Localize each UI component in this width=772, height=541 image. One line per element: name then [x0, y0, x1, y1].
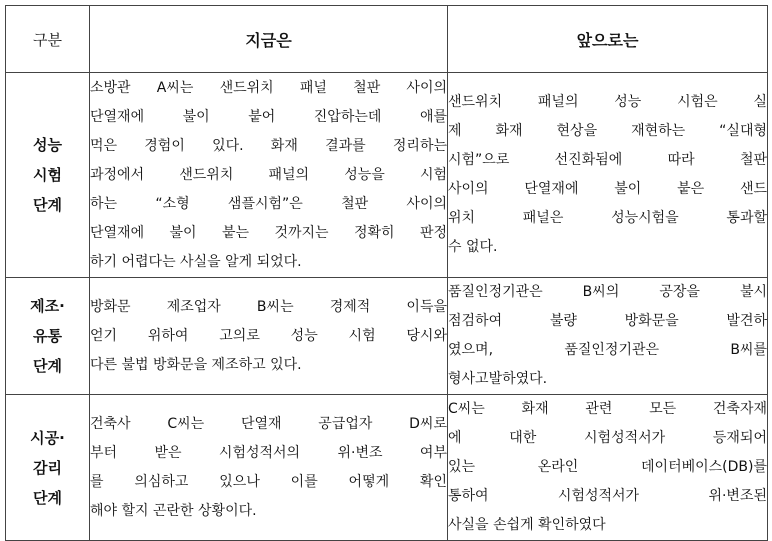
table-row — [6, 395, 768, 541]
text-line: 품질인정기관은 B씨의 공장을 불시 — [448, 284, 767, 300]
text-line: 단열재에 불이 붙는 것까지는 정확히 판정 — [90, 224, 447, 241]
now-cell — [90, 73, 448, 278]
text-line: 하기 어렵다는 사실을 알게 되었다. — [90, 253, 302, 270]
text-line: 였으며, 품질인정기관은 B씨를 — [448, 342, 767, 358]
text-line: 해야 할지 곤란한 상황이다. — [90, 502, 257, 519]
text-line: 위치 패널은 성능시험을 통과할 — [448, 210, 767, 226]
text-line: 통하여 시험성적서가 위·변조된 — [448, 488, 767, 504]
category-line: 시공· — [30, 428, 65, 447]
header-now: 지금은 — [90, 6, 448, 73]
future-cell — [448, 278, 768, 395]
text-line: 있는 온라인 데이터베이스(DB)를 — [448, 459, 767, 475]
row-category — [6, 278, 90, 395]
text-line: 샌드위치 패널의 성능 시험은 실 — [448, 94, 767, 110]
text-line: 형사고발하였다. — [448, 371, 548, 387]
row-category — [6, 395, 90, 541]
table-row — [6, 278, 768, 395]
header-future: 앞으로는 — [448, 6, 768, 73]
text-line: 단열재에 불이 붙어 진압하는데 애를 — [90, 108, 447, 125]
text-line: C씨는 화재 관련 모든 건축자재 — [448, 401, 767, 417]
text-line: 과정에서 샌드위치 패널의 성능을 시험 — [90, 166, 447, 183]
text-line: 소방관 A씨는 샌드위치 패널 철판 사이의 — [90, 79, 447, 96]
row-category — [6, 73, 90, 278]
text-line: 방화문 제조업자 B씨는 경제적 이득을 — [90, 298, 447, 315]
header-row — [6, 6, 768, 73]
text-line: 점검하여 불량 방화문을 발견하 — [448, 313, 767, 329]
table-row — [6, 73, 768, 278]
category-line: 단계 — [33, 357, 62, 375]
text-line: 얻기 위하여 고의로 성능 시험 당시와 — [90, 327, 447, 344]
text-line: 사실을 손쉽게 확인하였다 — [448, 517, 606, 533]
comparison-table — [5, 5, 768, 541]
text-line: 수 없다. — [448, 239, 498, 255]
text-line: 시험”으로 선진화됨에 따라 철판 — [448, 152, 767, 168]
category-line: 성능 — [33, 136, 62, 154]
now-cell — [90, 278, 448, 395]
text-line: 를 의심하고 있으나 이를 어떻게 확인 — [90, 473, 447, 490]
text-line: 건축사 C씨는 단열재 공급업자 D씨로 — [90, 415, 447, 432]
category-line: 단계 — [33, 488, 62, 507]
category-line: 제조· — [30, 297, 65, 315]
text-line: 사이의 단열재에 불이 붙은 샌드 — [448, 181, 767, 197]
future-cell — [448, 395, 768, 541]
now-cell — [90, 395, 448, 541]
header-category: 구분 — [6, 6, 90, 73]
category-line: 감리 — [33, 458, 62, 477]
text-line: 제 화재 현상을 재현하는 “실대형 — [448, 123, 767, 139]
text-line: 먹은 경험이 있다. 화재 결과를 정리하는 — [90, 137, 447, 154]
category-line: 시험 — [33, 166, 62, 184]
text-line: 하는 “소형 샘플시험”은 철판 사이의 — [90, 195, 447, 212]
text-line: 다른 불법 방화문을 제조하고 있다. — [90, 356, 302, 373]
text-line: 부터 받은 시험성적서의 위·변조 여부 — [90, 444, 447, 461]
category-line: 유통 — [33, 327, 62, 345]
text-line: 에 대한 시험성적서가 등재되어 — [448, 430, 767, 446]
category-line: 단계 — [33, 196, 62, 214]
future-cell — [448, 73, 768, 278]
